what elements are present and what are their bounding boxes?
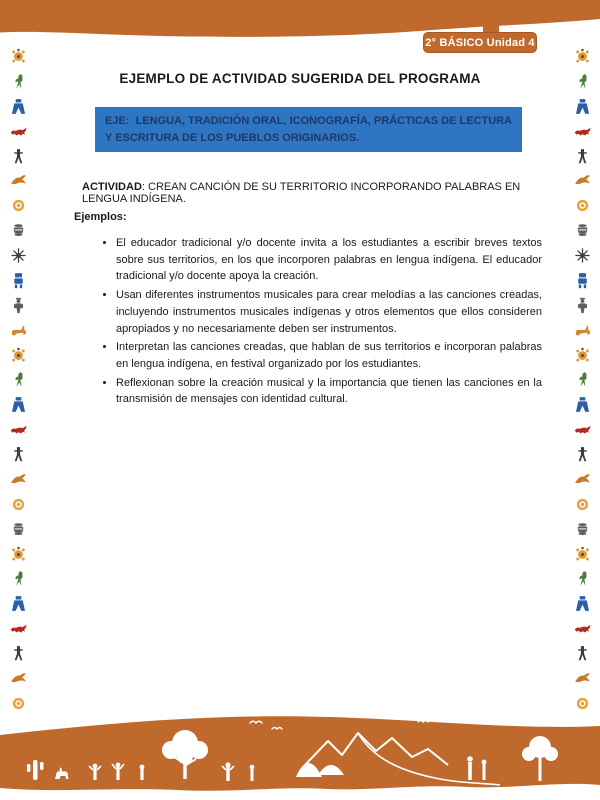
condor-icon [10,172,27,189]
ring-icon [574,496,591,513]
puma-icon [10,322,27,339]
robot-icon [10,272,27,289]
pot-icon [10,521,27,538]
dancer-icon [574,570,591,587]
condor-icon [574,471,591,488]
ring-icon [10,197,27,214]
starburst-icon [574,247,591,264]
puma-icon [574,322,591,339]
unit-badge [423,32,537,53]
human-icon [10,645,27,662]
robot-icon [574,272,591,289]
figure-icon [574,396,591,413]
condor-icon [10,471,27,488]
figure-icon [10,595,27,612]
actividad-text: : CREAN CANCIÓN DE SU TERRITORIO INCORPORANDO PALABRAS EN LENGUA INDÍGENA. [82,181,521,205]
ring-icon [574,197,591,214]
eje-banner [95,107,522,152]
figure-icon [574,98,591,115]
figure-icon [10,396,27,413]
ejemplos-list [98,235,542,410]
dancer-icon [10,570,27,587]
human-icon [10,148,27,165]
fox-icon [10,421,27,438]
page-title: EJEMPLO DE ACTIVIDAD SUGERIDA DEL PROGRAMA [119,71,481,86]
ejemplo-item: • Usan diferentes instrumentos musicales para crear melodías a las canciones creadas, incluyendo instrumentos musicales indígenas y otros elementos que ellos consideren apropiados y no necesariamente deben ser instrumentos. [116,287,542,337]
ejemplo-item: • El educador tradicional y/o docente invita a los estudiantes a escribir breves textos sobre sus territorios, en los que incorporen palabras en lengua indígena. El educador tradicional y/o docente apoya la creación. [116,235,542,285]
ejemplo-item: • Reflexionan sobre la creación musical y la importancia que tienen las canciones en la transmisión de mensajes con identidad cultural. [116,375,542,408]
fox-icon [574,620,591,637]
ejemplos-heading: Ejemplos: [74,211,127,223]
elder-icon [574,297,591,314]
dancer-icon [574,371,591,388]
elder-icon [10,297,27,314]
human-icon [574,446,591,463]
ejemplo-item: • Interpretan las canciones creadas, que hablan de sus territorios e incorporan palabras en lengua indígena, en festival organizado por los estudiantes. [116,339,542,372]
actividad-line [82,181,544,205]
figure-icon [574,595,591,612]
dancer-icon [10,371,27,388]
left-iconography-column [5,48,31,712]
fox-icon [10,123,27,140]
human-icon [574,645,591,662]
starburst-icon [10,247,27,264]
eje-label: EJE: [105,115,130,127]
dancer-icon [574,73,591,90]
fox-icon [10,620,27,637]
turtle-icon [10,48,27,65]
figure-icon [10,98,27,115]
fox-icon [574,123,591,140]
turtle-icon [10,347,27,364]
human-icon [10,446,27,463]
turtle-icon [574,546,591,563]
unit-badge-label: 2° BÁSICO Unidad 4 [425,36,535,49]
right-iconography-column [569,48,595,712]
eje-text: LENGUA, TRADICIÓN ORAL, ICONOGRAFÍA, PRÁCTICAS DE LECTURA Y ESCRITURA DE LOS PUEBLOS ORIGINARIOS. [105,115,512,144]
condor-icon [574,172,591,189]
condor-icon [10,670,27,687]
pot-icon [574,521,591,538]
actividad-label: ACTIVIDAD [82,181,142,193]
footer-illustration [0,705,600,800]
pot-icon [10,222,27,239]
turtle-icon [574,48,591,65]
dancer-icon [10,73,27,90]
fox-icon [574,421,591,438]
human-icon [574,148,591,165]
pot-icon [574,222,591,239]
turtle-icon [10,546,27,563]
ring-icon [10,496,27,513]
condor-icon [574,670,591,687]
turtle-icon [574,347,591,364]
